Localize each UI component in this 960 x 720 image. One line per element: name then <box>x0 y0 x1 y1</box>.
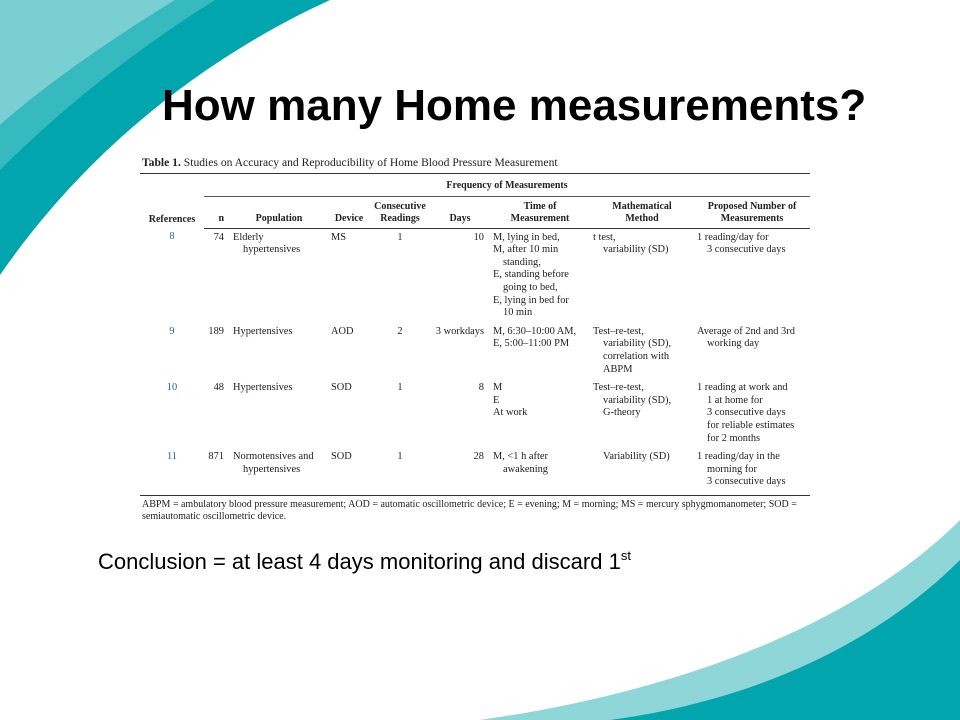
cell-days: 28 <box>430 448 490 495</box>
table-caption-label: Table 1. <box>142 156 181 169</box>
table-row <box>140 228 810 323</box>
col-header-population: Population <box>230 196 328 228</box>
cell-device: SOD <box>328 448 370 495</box>
study-table-figure <box>140 157 810 523</box>
cell-time: M, 6:30–10:00 AM, E, 5:00–11:00 PM <box>493 325 577 350</box>
cell-method: Variability (SD) <box>590 448 694 495</box>
cell-n: 74 <box>213 231 224 243</box>
cell-n: 48 <box>213 382 224 394</box>
cell-method: Test–re-test, variability (SD), correlation with ABPM <box>593 325 672 375</box>
cell-device: MS <box>331 231 347 243</box>
group-header-frequency: Frequency of Measurements <box>204 173 810 196</box>
cell-days: 10 <box>473 231 484 243</box>
col-header-method: Mathematical Method <box>590 196 694 228</box>
cell-population: Elderly hypertensives <box>233 231 301 256</box>
cell-population: Hypertensives <box>233 382 293 394</box>
col-header-references: References <box>140 173 204 228</box>
cell-population: Normotensives and hypertensives <box>230 448 328 495</box>
table-row <box>140 323 810 379</box>
conclusion-main: Conclusion = at least 4 days monitoring and discard 1 <box>98 549 621 574</box>
cell-proposed: Average of 2nd and 3rd working day <box>697 325 795 350</box>
table-caption-text: Studies on Accuracy and Reproducibility of Home Blood Pressure Measurement <box>183 156 558 169</box>
reference-link[interactable]: 9 <box>169 325 175 337</box>
col-header-device: Device <box>328 196 370 228</box>
col-header-n: n <box>204 196 230 228</box>
cell-days: 3 workdays <box>435 325 484 337</box>
cell-time: M E At work <box>493 382 528 419</box>
table-row <box>140 379 810 448</box>
cell-time: M, <1 h after awakening <box>490 448 590 495</box>
table-row <box>140 448 810 495</box>
conclusion-text <box>98 548 631 575</box>
cell-device: AOD <box>331 325 354 337</box>
cell-method: Test–re-test, variability (SD), G-theory <box>593 382 672 419</box>
cell-time: M, lying in bed, M, after 10 min standing, E, standing before going to bed, E, lying in bed for 10 min <box>493 231 569 319</box>
cell-readings: 1 <box>397 382 403 394</box>
cell-days: 8 <box>478 382 484 394</box>
cell-method: t test, variability (SD) <box>593 231 669 256</box>
reference-link[interactable]: 11 <box>140 448 204 495</box>
reference-link[interactable]: 10 <box>166 382 178 394</box>
cell-readings: 1 <box>397 231 403 243</box>
cell-proposed: 1 reading/day in the morning for 3 consecutive days <box>694 448 810 495</box>
cell-readings: 1 <box>370 448 430 495</box>
cell-proposed: 1 reading at work and 1 at home for 3 consecutive days for reliable estimates for 2 months <box>697 382 795 444</box>
reference-link[interactable]: 8 <box>169 231 175 243</box>
col-header-proposed: Proposed Number of Measurements <box>694 196 810 228</box>
col-header-consecutive-readings: Consecutive Readings <box>370 196 430 228</box>
slide-title: How many Home measurements? <box>162 81 867 130</box>
cell-proposed: 1 reading/day for 3 consecutive days <box>697 231 786 256</box>
cell-n: 871 <box>204 448 230 495</box>
table-footnote: ABPM = ambulatory blood pressure measurement; AOD = automatic oscillometric device; E = evening; M = morning; MS = mercury sphygmomanometer; SOD = semiautomatic oscillometric device. <box>142 498 797 522</box>
study-table <box>140 173 810 496</box>
cell-device: SOD <box>331 382 352 394</box>
cell-population: Hypertensives <box>233 325 293 337</box>
cell-n: 189 <box>208 325 224 337</box>
conclusion-superscript: st <box>620 548 631 563</box>
col-header-time: Time of Measurement <box>490 196 590 228</box>
col-header-days: Days <box>430 196 490 228</box>
table-caption <box>142 157 810 170</box>
cell-readings: 2 <box>397 325 403 337</box>
